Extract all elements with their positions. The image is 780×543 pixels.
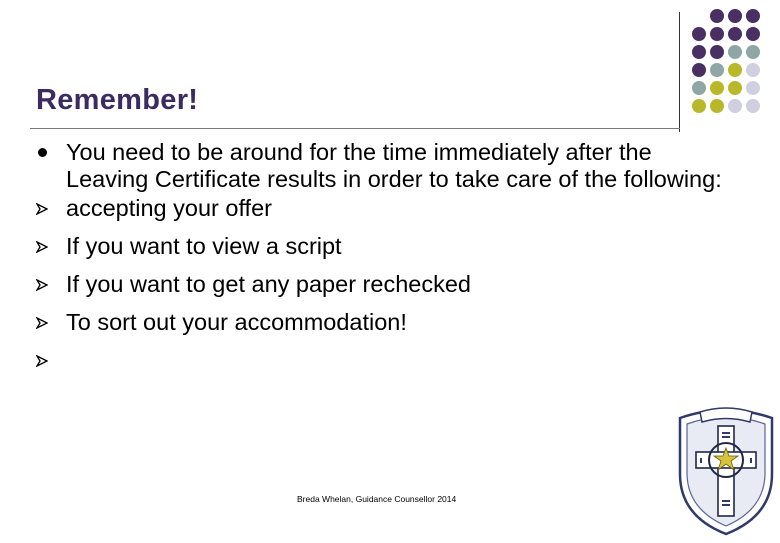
decorative-dot <box>728 99 742 113</box>
bullet-item <box>30 271 730 298</box>
decorative-dot <box>746 45 760 59</box>
bullet-item <box>30 139 730 193</box>
decorative-dot <box>746 27 760 41</box>
bullet-text: To sort out your accommodation! <box>66 309 407 335</box>
decorative-dot <box>710 45 724 59</box>
decorative-dot <box>710 81 724 95</box>
slide-footer: Breda Whelan, Guidance Counsellor 2014 <box>297 494 457 504</box>
arrow-bullet-icon <box>30 347 54 376</box>
decorative-dot <box>710 63 724 77</box>
decorative-dot <box>692 45 706 59</box>
decorative-dot-grid <box>690 6 780 126</box>
bullet-text: accepting your offer <box>66 195 272 221</box>
decorative-dot <box>710 27 724 41</box>
arrow-bullet-icon <box>30 195 54 224</box>
bullet-text: You need to be around for the time immediately after the Leaving Certificate results in order to take care of the following: <box>66 139 722 192</box>
bullet-item <box>30 309 730 336</box>
bullet-list <box>30 139 730 347</box>
decorative-dot <box>746 99 760 113</box>
bullet-item <box>30 233 730 260</box>
decorative-dot <box>746 63 760 77</box>
vertical-divider <box>679 12 680 132</box>
decorative-dot <box>728 81 742 95</box>
decorative-dot <box>746 9 760 23</box>
decorative-dot <box>692 81 706 95</box>
arrow-bullet-icon <box>30 309 54 338</box>
bullet-item <box>30 195 730 222</box>
decorative-dot <box>728 45 742 59</box>
decorative-dot <box>746 81 760 95</box>
arrow-bullet-icon <box>30 233 54 262</box>
decorative-dot <box>692 99 706 113</box>
decorative-dot <box>728 27 742 41</box>
decorative-dot <box>692 27 706 41</box>
decorative-dot <box>728 9 742 23</box>
title-underline <box>30 128 680 129</box>
arrow-bullet-icon <box>30 271 54 300</box>
round-bullet-icon <box>30 139 54 166</box>
bullet-text: If you want to get any paper rechecked <box>66 271 471 297</box>
slide-title: Remember! <box>36 84 199 116</box>
school-crest-icon <box>672 404 780 543</box>
bullet-text: If you want to view a script <box>66 233 342 259</box>
decorative-dot <box>728 63 742 77</box>
decorative-dot <box>692 63 706 77</box>
decorative-dot <box>710 9 724 23</box>
decorative-dot <box>710 99 724 113</box>
